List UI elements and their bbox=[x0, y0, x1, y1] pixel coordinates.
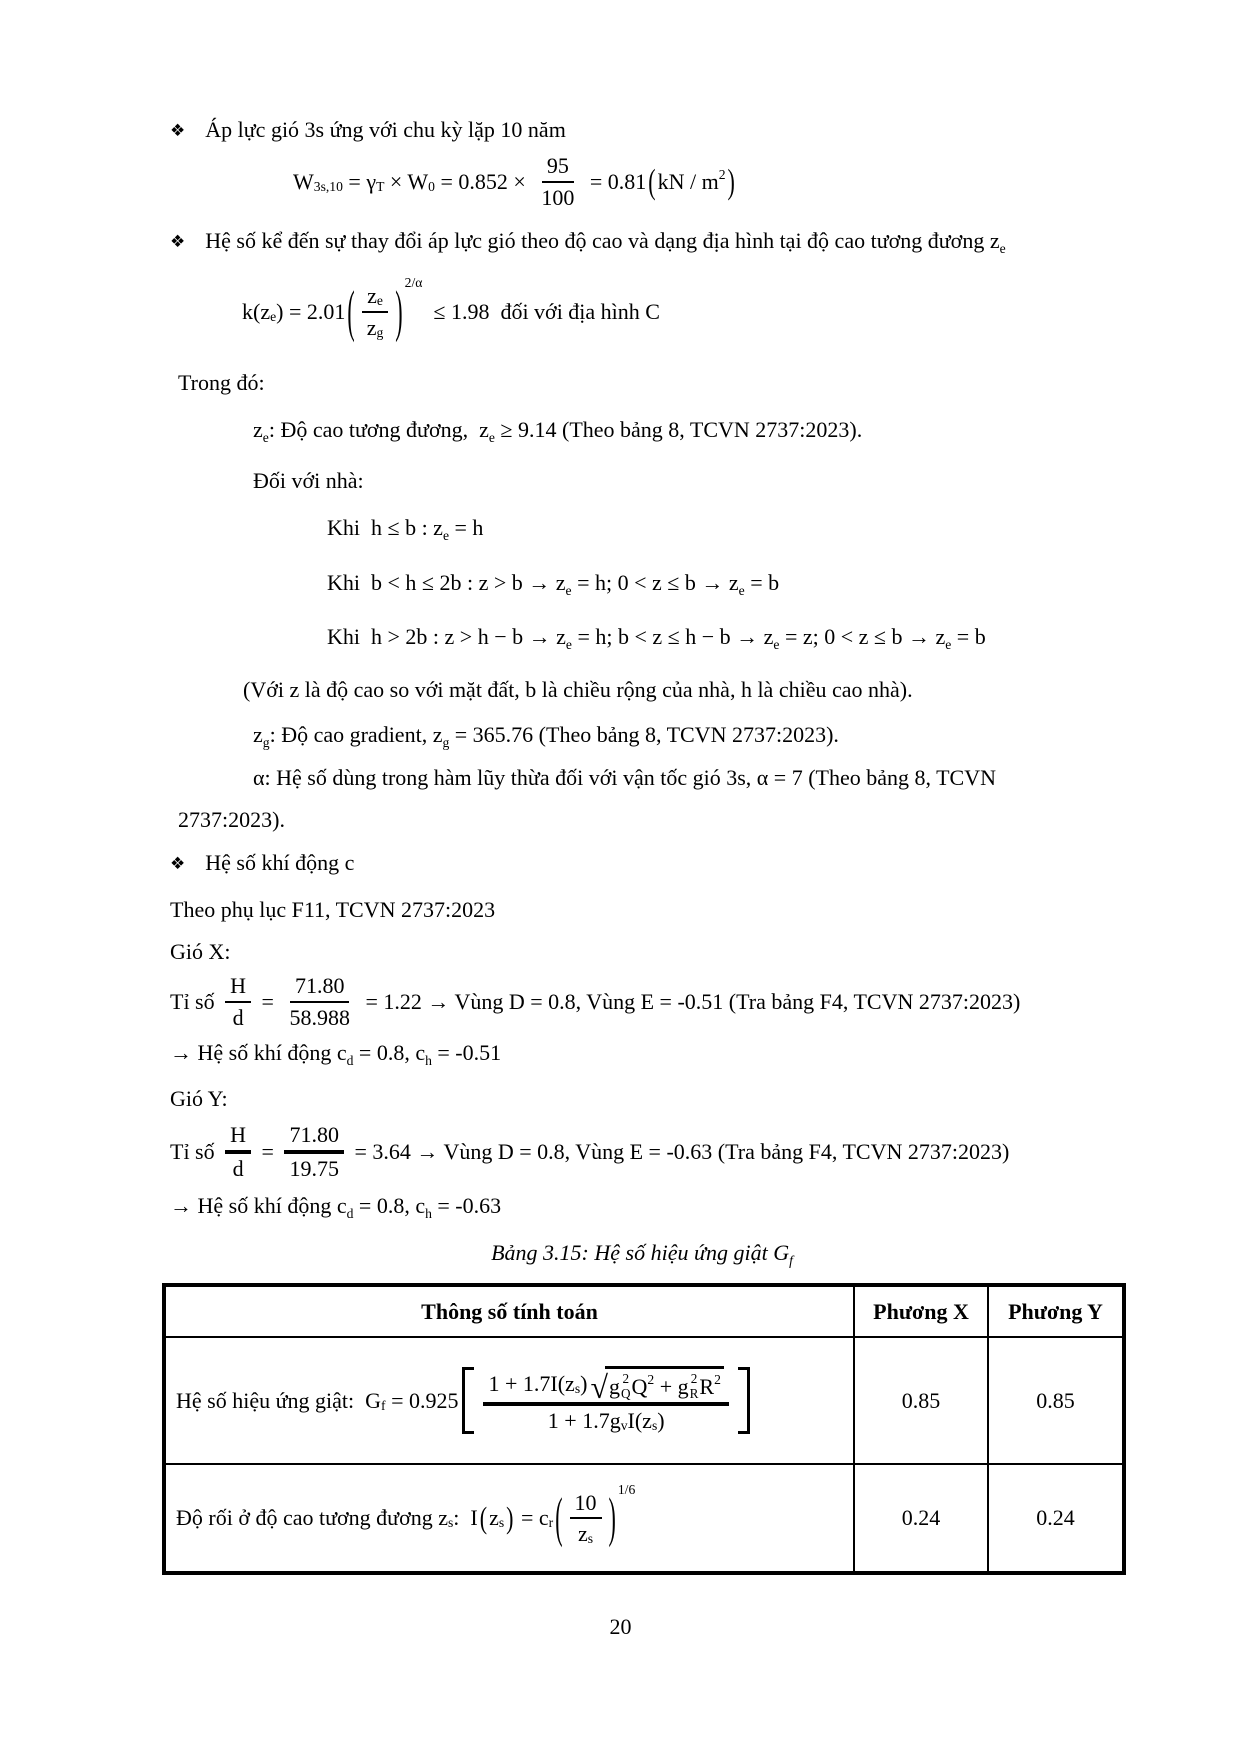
trong-do-label: Trong đó: bbox=[178, 370, 265, 395]
bullet-item-wind-pressure bbox=[170, 115, 1121, 145]
diamond-bullet-icon: ❖ bbox=[170, 232, 186, 252]
wind-x-label: Gió X: bbox=[170, 939, 231, 964]
page-number: 20 bbox=[609, 1614, 632, 1639]
table-header-row bbox=[164, 1285, 1124, 1337]
table-caption: Bảng 3.15: Hệ số hiệu ứng giật Gf bbox=[491, 1240, 793, 1269]
z-b-h-note: (Với z là độ cao so với mặt đất, b là chiều rộng của nhà, h là chiều cao nhà). bbox=[243, 677, 913, 702]
appendix-reference: Theo phụ lục F11, TCVN 2737:2023 bbox=[170, 897, 496, 922]
aero-coefficient-y: → Hệ số khí động cd = 0.8, ch = -0.63 bbox=[170, 1193, 502, 1222]
case-h-gt-2b: Khi h > 2b : z > h − b → ze = h; b < z ≤ h − b → ze = z; 0 < z ≤ b → ze = b bbox=[327, 624, 986, 653]
bullet3-text: Hệ số khí động c bbox=[205, 850, 355, 875]
case-b-lt-h-le-2b: Khi b < h ≤ 2b : z > b → ze = h; 0 < z ≤ b → ze = b bbox=[327, 570, 780, 599]
gust-factor-x-value: 0.85 bbox=[854, 1337, 988, 1464]
formula-k-ze: k(z e ) = 2.01 ( z e z g ) 2/α ≤ 1.98 đối với địa hình C bbox=[242, 275, 660, 343]
ze-definition: ze: Độ cao tương đương, ze ≥ 9.14 (Theo bảng 8, TCVN 2737:2023). bbox=[253, 417, 863, 446]
turbulence-y-value: 0.24 bbox=[988, 1464, 1124, 1573]
alpha-definition-line1: α: Hệ số dùng trong hàm lũy thừa đối với vận tốc gió 3s, α = 7 (Theo bảng 8, TCVN bbox=[253, 765, 996, 790]
ratio-formula-y: Tỉ số $\frac{H}{d}$ = $\frac{71.80}{19.75}$ = 3.64 → Vùng D = 0.8, Vùng E = -0.63 (Tra bảng F4, TCVN 2737:2023) bbox=[170, 1122, 1010, 1181]
table-row-turbulence bbox=[164, 1464, 1124, 1573]
doi-voi-nha-label: Đối với nhà: bbox=[253, 468, 364, 493]
bullet2-text: Hệ số kể đến sự thay đổi áp lực gió theo độ cao và dạng địa hình tại độ cao tương đương ze bbox=[205, 228, 1006, 257]
bullet1-text: Áp lực gió 3s ứng với chu kỳ lặp 10 năm bbox=[205, 117, 566, 142]
gust-factor-y-value: 0.85 bbox=[988, 1337, 1124, 1464]
header-thong-so-tinh-toan: Thông số tính toán bbox=[164, 1285, 854, 1337]
formula-w3s10: W 3s,10 = γ T × W 0 = 0.852 × $\frac{95}{100}$ = 0.81 ( kN / m 2 ) bbox=[293, 153, 735, 210]
diamond-bullet-icon: ❖ bbox=[170, 854, 186, 874]
bullet-item-height-factor bbox=[170, 226, 1121, 259]
case-h-le-b: Khi h ≤ b : ze = h bbox=[327, 515, 484, 544]
gust-factor-formula: Hệ số hiệu ứng giật: G f = 0.925 1 + 1.7I(z s ) √ g 2 Q Q 2 + g 2 R R 2 1 + 1.7g v I(z s ) bbox=[176, 1365, 847, 1436]
wind-y-label: Gió Y: bbox=[170, 1086, 228, 1111]
alpha-definition-line2: 2737:2023). bbox=[178, 807, 285, 832]
header-phuong-x: Phương X bbox=[854, 1285, 988, 1337]
turbulence-formula-cell bbox=[164, 1464, 854, 1573]
bullet-item-aero-coefficient bbox=[170, 848, 1121, 878]
gust-factor-table bbox=[162, 1283, 1126, 1575]
table-row-gust-factor bbox=[164, 1337, 1124, 1464]
ratio-formula-x: Tỉ số $\frac{H}{d}$ = $\frac{71.80}{58.988}$ = 1.22 → Vùng D = 0.8, Vùng E = -0.51 (Tra bảng F4, TCVN 2737:2023) bbox=[170, 973, 1021, 1030]
zg-definition: zg: Độ cao gradient, zg = 365.76 (Theo bảng 8, TCVN 2737:2023). bbox=[253, 722, 839, 751]
aero-coefficient-x: → Hệ số khí động cd = 0.8, ch = -0.51 bbox=[170, 1040, 502, 1069]
turbulence-formula: Độ rối ở độ cao tương đương z s : I ( z s ) = c r ( 10 z s ) 1/6 bbox=[176, 1481, 636, 1548]
header-phuong-y: Phương Y bbox=[988, 1285, 1124, 1337]
gust-factor-formula-cell bbox=[164, 1337, 854, 1464]
turbulence-x-value: 0.24 bbox=[854, 1464, 988, 1573]
diamond-bullet-icon: ❖ bbox=[170, 121, 186, 141]
